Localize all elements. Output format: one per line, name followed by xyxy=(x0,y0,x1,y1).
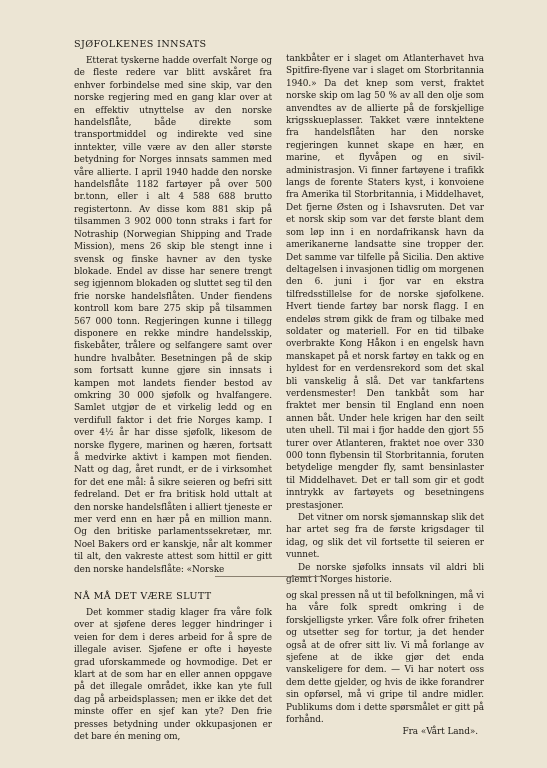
article-2-paragraph: Det kommer stadig klager fra våre folk over at sjøfene deres legger hindringer i veien for dem i deres arbeid for å spre de illegale aviser. Sjøfene er ofte i høyeste grad uforskammede og hovmodige. Det er klart at de som har en eller annen oppgave på det illegale området, ikke kan yte full dag på arbeidsplassen; men er ikke det det minste offer en sjef kan yte? Den frie presses betydning under okkupasjonen er det bare én mening om, xyxy=(74,608,272,743)
article-1-paragraph: Det vitner om norsk sjømannskap slik det har artet seg fra de første krigsdager til idag, og slik det vil fortsette til seieren er vunnet. xyxy=(286,513,484,561)
article-2-left-column xyxy=(74,590,272,743)
article-2-title: NÅ MÅ DET VÆRE SLUTT xyxy=(74,591,212,602)
article-1-paragraph: De norske sjøfolks innsats vil aldri bli glemt i Norges historie. xyxy=(286,562,484,586)
article-2-right-column xyxy=(286,590,484,739)
article-2-paragraph: og skal pressen nå ut til befolkningen, må vi ha våre folk spredt omkring i de forskjelligste yrker. Våre folk ofrer friheten og utsetter seg for tortur, ja det hender også at de ofrer sitt liv. Vi må forlange av sjefene at de ikke gjør det enda vanskeligere for dem. — Vi har notert oss dem dette gjelder, og hvis de ikke forandrer sin opførsel, må vi gripe til andre midler. Publikums dom i dette spørsmålet er gitt på forhånd. xyxy=(286,591,484,726)
article-1-left-column xyxy=(74,38,272,576)
article-1-paragraph: tankbåter er i slaget om Atlanterhavet hva Spitfire-flyene var i slaget om Storbritannia 1940.» Da det knep som verst, fraktet norske skip om lag 50 % av all den olje som anvendtes av de allierte på de forskjellige krigsskueplasser. Takket være inntektene fra handelsflåten har den norske regjeringen kunnet skape en hær, en marine, et flyvåpen og en sivil-administrasjon. Vi finner fartøyene i trafikk langs de forente Staters kyst, i konvoiene fra Amerika til Storbritannia, i Middelhavet, Det fjerne Østen og i Ishavsruten. Det var et norsk skip som var det første blant dem som løp inn i en nordafrikansk havn da amerikanerne landsatte sine tropper der. Det samme var tilfelle på Sicilia. Den aktive deltagelsen i invasjonen tidlig om morgenen den 6. juni i fjor var en ekstra tilfredsstillelse for de norske sjøfolkene. Hvert tiende fartøy bar norsk flagg. I en endeløs strøm gikk de fram og tilbake med soldater og materiell. For en tid tilbake overbrakte Kong Håkon i en engelsk havn manskapet på et norsk fartøy en takk og en hyldest for en verdensrekord som det skal bli vanskelig å slå. Det var tankfartens verdensmester! Den tankbåt som har fraktet mer bensin til England enn noen annen båt. Under hele krigen har den seilt uten uhell. Til mai i fjor hadde den gjort 55 turer over Atlanteren, fraktet noe over 330 000 tonn flybensin til Storbritannia, foruten betydelige mengder fly, samt bensinlaster til Middelhavet. Det er tall som gir et godt inntrykk av fartøyets og besetningens prestasjoner. xyxy=(286,54,484,511)
article-1-title: SJØFOLKENES INNSATS xyxy=(74,39,207,50)
article-2-source: Fra «Vårt Land». xyxy=(402,727,478,738)
article-divider xyxy=(215,576,327,577)
article-1-right-column xyxy=(286,53,484,586)
article-1-paragraph: Etterat tyskerne hadde overfalt Norge og de fleste redere var blitt avskåret fra enhver forbindelse med sine skip, var den norske regjering med en gang klar over at en effektiv utnyttelse av den norske handelsflåte, både direkte som transportmiddel og indirekte ved sine inntekter, ville være av den aller største betydning for Norges innsats sammen med våre allierte. I april 1940 hadde den norske handelsflåte 1182 fartøyer på over 500 br.tonn, eller i alt 4 588 688 brutto registertonn. Av disse kom 881 skip på tilsammen 3 902 000 tonn straks i fart for Notraship (Norwegian Shipping and Trade Mission), mens 26 skip ble stengt inne i svensk og finske havner av den tyske blokade. Endel av disse har senere trengt seg igjennom blokaden og sluttet seg til den frie norske handelsflåten. Under fiendens kontroll kom bare 275 skip på tilsammen 567 000 tonn. Regjeringen kunne i tillegg disponere en rekke mindre handelsskip, fiskebåter, trålere og selfangere samt over hundre hvalbåter. Besetningen på de skip som fortsatt kunne gjøre sin innsats i kampen mot landets fiender bestod av omkring 30 000 sjøfolk og hvalfangere. Samlet utgjør de et virkelig ledd og en verdifull faktor i det frie Norges kamp. I over 4½ år har disse sjøfolk, likesom de norske flygere, marinen og hæren, fortsatt å medvirke aktivt i kampen mot fienden. Natt og dag, året rundt, er de i virksomhet for det ene mål: å sikre seieren og befri sitt fedreland. Det er fra britisk hold uttalt at den norske handelsflåten i alliert tjeneste er mer verd enn en hær på en million mann. Og den britiske parlamentssekretær, mr. Noel Bakers ord er kanskje, når alt kommer til alt, den vakreste attest som hittil er gitt den norske handelsflåte: «Norske xyxy=(74,56,272,575)
